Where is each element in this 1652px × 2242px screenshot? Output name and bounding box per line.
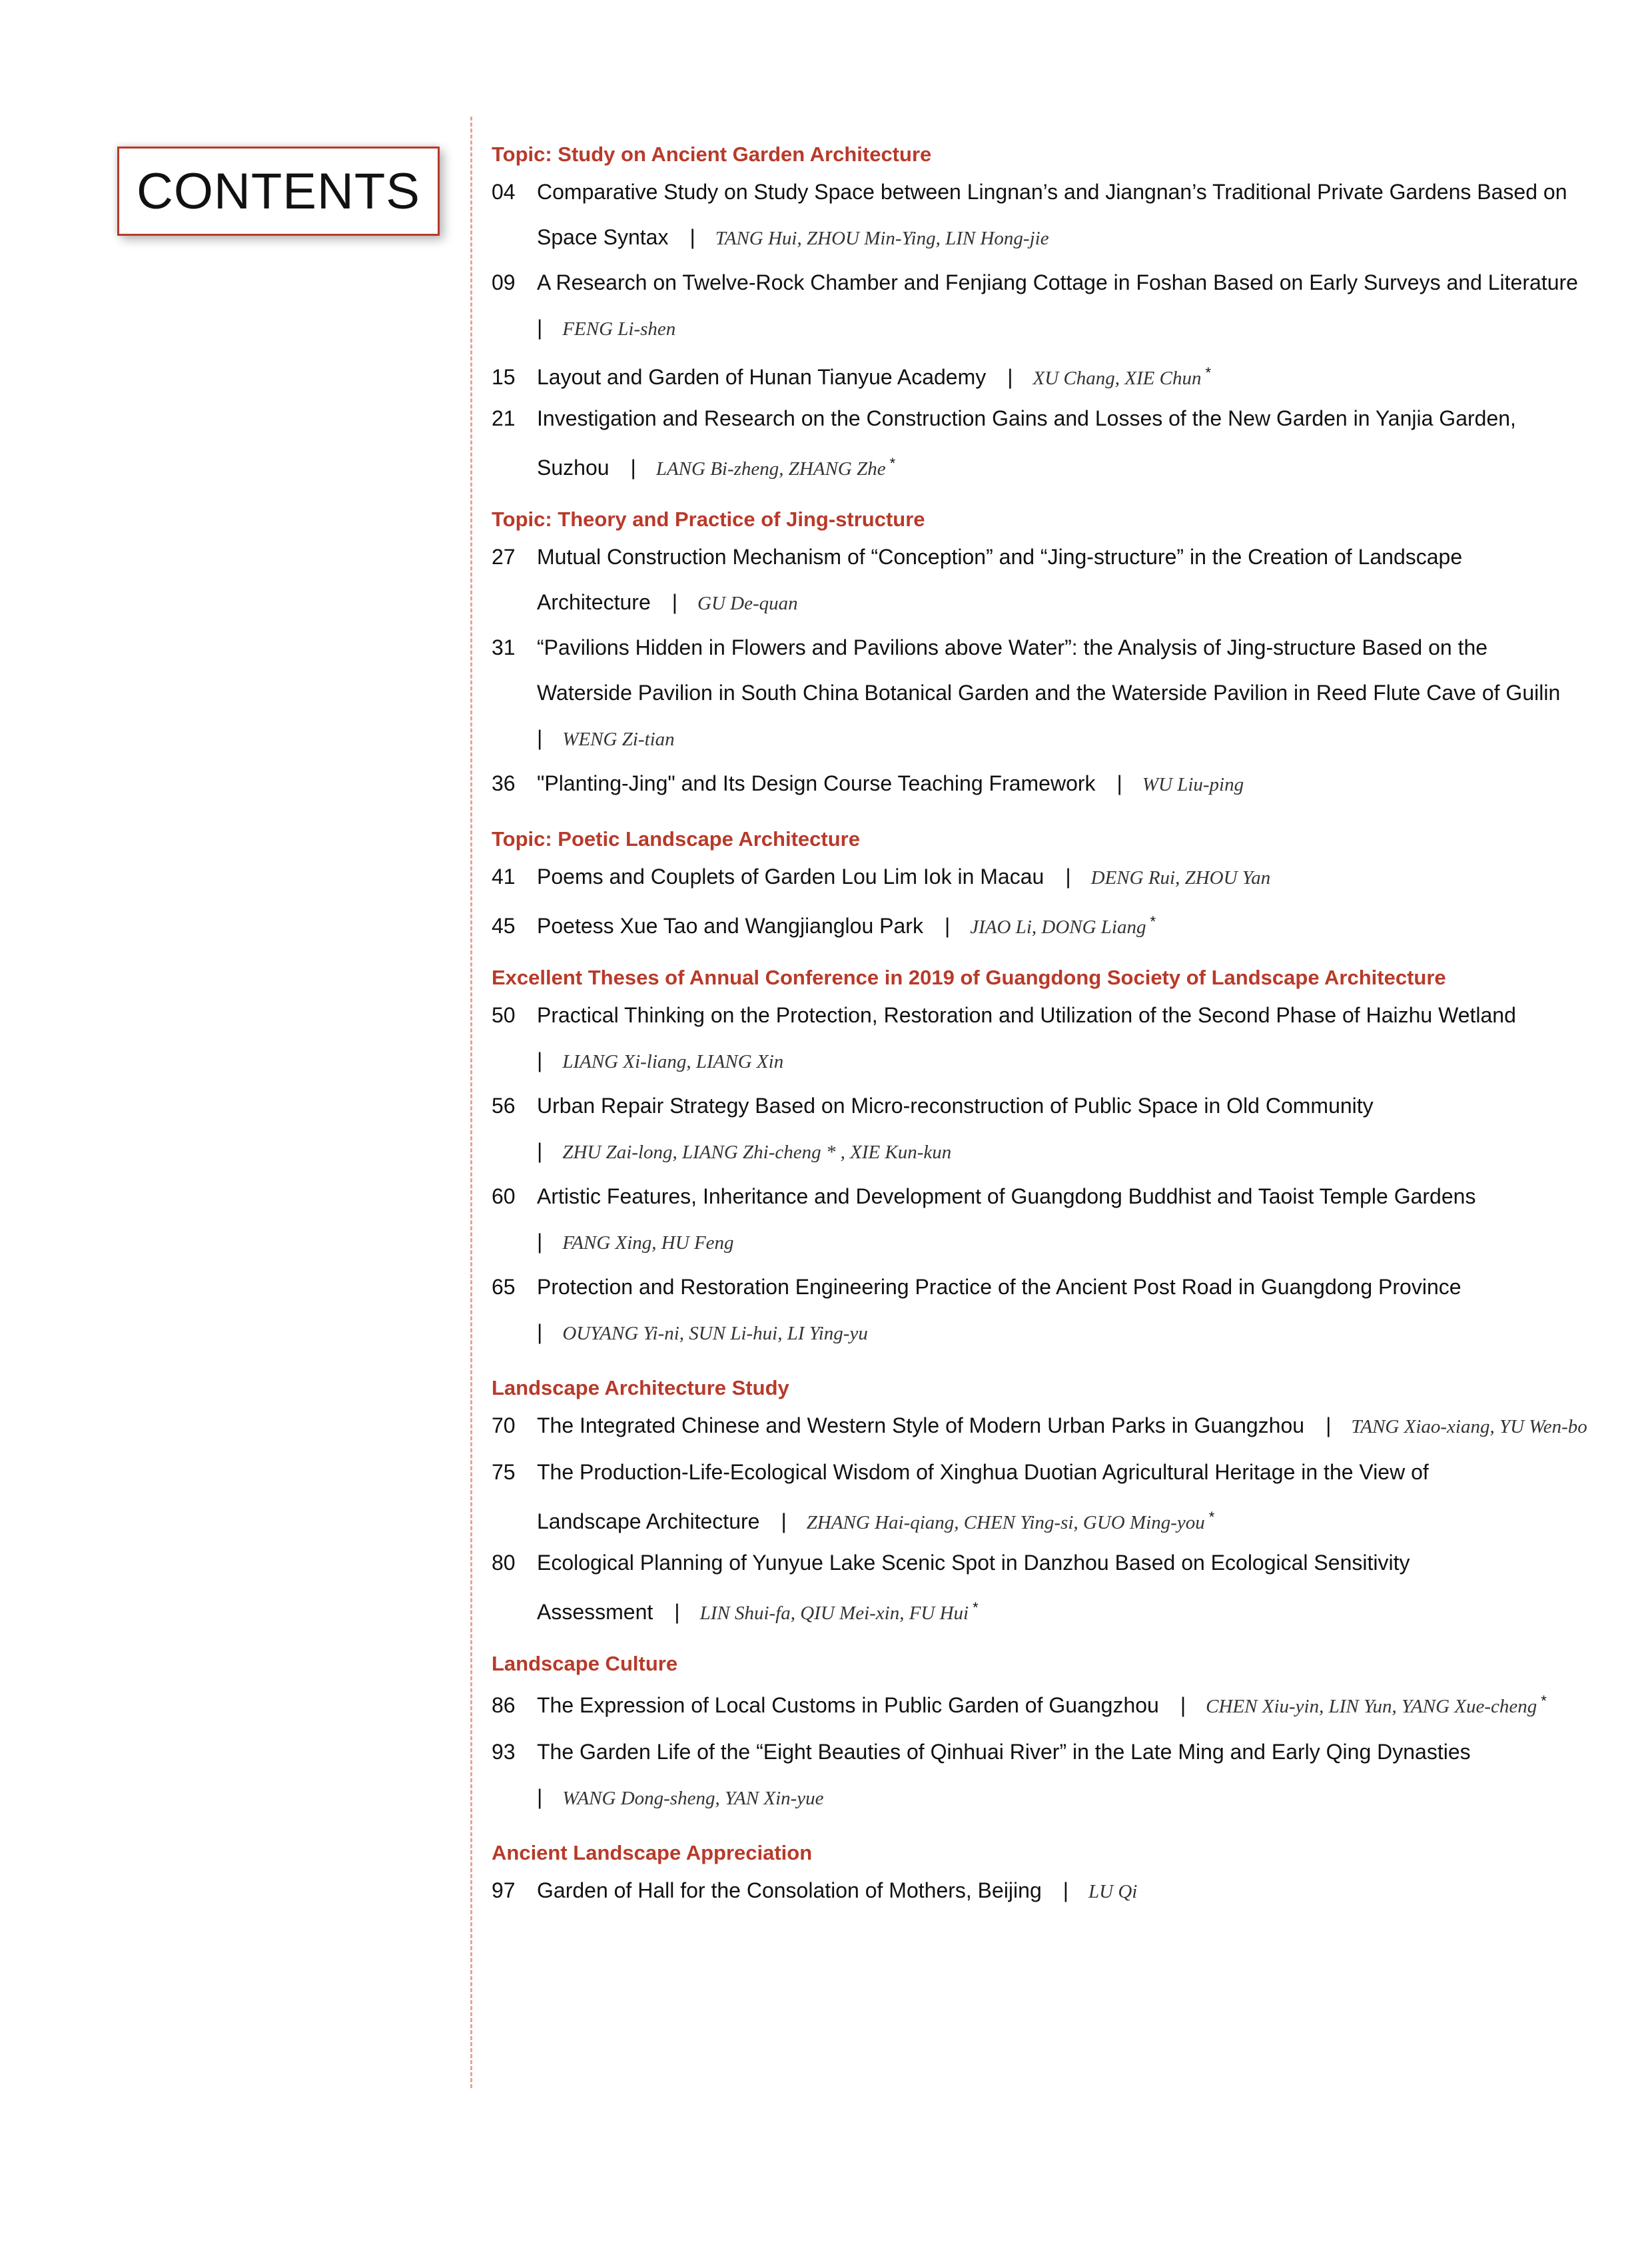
page-number: 56 bbox=[492, 1094, 516, 1118]
corresponding-author-mark: * bbox=[1208, 1509, 1215, 1525]
toc-entry[interactable] bbox=[492, 534, 1617, 625]
entry-title: The Production-Life-Ecological Wisdom of Xinghua Duotian Agricultural Heritage in the View of bbox=[537, 1460, 1429, 1484]
entry-title: Protection and Restoration Engineering Practice of the Ancient Post Road in Guangdong Province bbox=[537, 1275, 1461, 1299]
entry-title: Assessment bbox=[537, 1600, 653, 1624]
separator: | bbox=[537, 726, 543, 750]
page-number: 27 bbox=[492, 545, 516, 569]
entry-title: “Pavilions Hidden in Flowers and Pavilions above Water”: the Analysis of Jing-structure Based on the bbox=[537, 635, 1488, 659]
entry-authors: XU Chang, XIE Chun bbox=[1032, 368, 1202, 389]
page-number: 93 bbox=[492, 1740, 516, 1764]
page-number: 15 bbox=[492, 365, 516, 389]
entry-title: A Research on Twelve-Rock Chamber and Fenjiang Cottage in Foshan Based on Early Surveys and Literature bbox=[537, 270, 1578, 294]
separator: | bbox=[537, 1048, 543, 1072]
toc-entry[interactable] bbox=[492, 1729, 1617, 1820]
separator: | bbox=[1116, 771, 1122, 795]
section-title: Landscape Culture bbox=[492, 1652, 678, 1675]
page-number: 97 bbox=[492, 1878, 516, 1902]
toc-entry[interactable] bbox=[492, 1403, 1617, 1449]
separator: | bbox=[537, 1139, 543, 1163]
entry-title: Mutual Construction Mechanism of “Conception” and “Jing-structure” in the Creation of Landscape bbox=[537, 545, 1463, 569]
toc-entry[interactable] bbox=[492, 1083, 1617, 1174]
entry-title: The Integrated Chinese and Western Style of Modern Urban Parks in Guangzhou bbox=[537, 1413, 1305, 1437]
separator: | bbox=[1065, 865, 1071, 889]
entry-authors: ZHU Zai-long, LIANG Zhi-cheng * , XIE Kun-kun bbox=[562, 1142, 952, 1163]
entry-authors: LIANG Xi-liang, LIANG Xin bbox=[562, 1051, 784, 1072]
toc-entry[interactable] bbox=[492, 1174, 1617, 1264]
separator: | bbox=[674, 1600, 680, 1624]
corresponding-author-mark: * bbox=[1150, 913, 1156, 930]
entry-authors: WU Liu-ping bbox=[1142, 774, 1244, 795]
page-number: 86 bbox=[492, 1693, 516, 1717]
entry-authors: LIN Shui-fa, QIU Mei-xin, FU Hui bbox=[699, 1603, 969, 1624]
contents-heading-box bbox=[117, 147, 440, 236]
separator: | bbox=[671, 590, 678, 614]
separator: | bbox=[1062, 1878, 1069, 1902]
page-number: 80 bbox=[492, 1551, 516, 1575]
toc-section bbox=[492, 1649, 1617, 1820]
contents-heading: CONTENTS bbox=[137, 163, 420, 220]
entry-authors: DENG Rui, ZHOU Yan bbox=[1090, 867, 1271, 889]
section-title: Landscape Architecture Study bbox=[492, 1376, 789, 1399]
entry-authors: CHEN Xiu-yin, LIN Yun, YANG Xue-cheng bbox=[1206, 1696, 1537, 1717]
section-title: Topic: Poetic Landscape Architecture bbox=[492, 827, 860, 851]
separator: | bbox=[630, 456, 636, 480]
page-number: 31 bbox=[492, 635, 516, 659]
entry-authors: OUYANG Yi-ni, SUN Li-hui, LI Ying-yu bbox=[562, 1323, 868, 1344]
entry-title: Layout and Garden of Hunan Tianyue Academy bbox=[537, 365, 987, 389]
entry-authors: TANG Hui, ZHOU Min-Ying, LIN Hong-jie bbox=[715, 228, 1049, 249]
separator: | bbox=[537, 316, 543, 340]
entry-authors: ZHANG Hai-qiang, CHEN Ying-si, GUO Ming-you bbox=[806, 1512, 1205, 1533]
entry-title: Artistic Features, Inheritance and Development of Guangdong Buddhist and Taoist Temple Gardens bbox=[537, 1184, 1476, 1208]
toc-entry[interactable] bbox=[492, 350, 1617, 396]
entry-authors: JIAO Li, DONG Liang bbox=[970, 917, 1146, 938]
section-title: Topic: Study on Ancient Garden Architecture bbox=[492, 143, 932, 166]
entry-authors: LU Qi bbox=[1088, 1881, 1138, 1902]
page-number: 21 bbox=[492, 406, 516, 430]
separator: | bbox=[1180, 1693, 1186, 1717]
page-number: 60 bbox=[492, 1184, 516, 1208]
toc-entry[interactable] bbox=[492, 899, 1617, 944]
entry-title: Practical Thinking on the Protection, Restoration and Utilization of the Second Phase of Haizhu Wetland bbox=[537, 1003, 1516, 1027]
page-number: 75 bbox=[492, 1460, 516, 1484]
entry-title: Investigation and Research on the Construction Gains and Losses of the New Garden in Yanjia Garden, bbox=[537, 406, 1516, 430]
entry-title: Suzhou bbox=[537, 456, 610, 480]
entry-title: Ecological Planning of Yunyue Lake Scenic Spot in Danzhou Based on Ecological Sensitivity bbox=[537, 1551, 1410, 1575]
toc-section bbox=[492, 505, 1617, 806]
entry-title: Urban Repair Strategy Based on Micro-reconstruction of Public Space in Old Community bbox=[537, 1094, 1374, 1118]
toc-entry[interactable] bbox=[492, 1264, 1617, 1355]
separator: | bbox=[781, 1509, 787, 1533]
entry-authors: WENG Zi-tian bbox=[562, 729, 675, 750]
page-number: 45 bbox=[492, 914, 516, 938]
separator: | bbox=[537, 1230, 543, 1254]
corresponding-author-mark: * bbox=[973, 1599, 979, 1616]
separator: | bbox=[1007, 365, 1013, 389]
page-number: 09 bbox=[492, 270, 516, 294]
toc-entry[interactable] bbox=[492, 1679, 1617, 1729]
page-number: 50 bbox=[492, 1003, 516, 1027]
toc-entry[interactable] bbox=[492, 1449, 1617, 1540]
entry-authors: GU De-quan bbox=[697, 593, 798, 614]
page-number: 70 bbox=[492, 1413, 516, 1437]
separator: | bbox=[537, 1785, 543, 1809]
entry-title: Garden of Hall for the Consolation of Mothers, Beijing bbox=[537, 1878, 1042, 1902]
toc-entry[interactable] bbox=[492, 854, 1617, 899]
toc-section bbox=[492, 963, 1617, 1355]
entry-title: Poems and Couplets of Garden Lou Lim Iok in Macau bbox=[537, 865, 1044, 889]
toc-entry[interactable] bbox=[492, 1540, 1617, 1631]
corresponding-author-mark: * bbox=[889, 455, 896, 472]
toc-column bbox=[492, 133, 1617, 1932]
toc-entry[interactable] bbox=[492, 260, 1617, 350]
page-number: 65 bbox=[492, 1275, 516, 1299]
section-title: Excellent Theses of Annual Conference in 2019 of Guangdong Society of Landscape Architecture bbox=[492, 966, 1446, 989]
entry-title: Space Syntax bbox=[537, 225, 669, 249]
toc-entry[interactable] bbox=[492, 625, 1617, 761]
entry-title: The Expression of Local Customs in Public Garden of Guangzhou bbox=[537, 1693, 1159, 1717]
corresponding-author-mark: * bbox=[1541, 1692, 1547, 1709]
entry-title: Poetess Xue Tao and Wangjianglou Park bbox=[537, 914, 923, 938]
entry-title: Waterside Pavilion in South China Botanical Garden and the Waterside Pavilion in Reed Flute Cave of Guilin bbox=[537, 681, 1561, 705]
entry-authors: LANG Bi-zheng, ZHANG Zhe bbox=[655, 458, 886, 480]
section-title: Ancient Landscape Appreciation bbox=[492, 1841, 813, 1864]
entry-title: The Garden Life of the “Eight Beauties of Qinhuai River” in the Late Ming and Early Qing Dynasties bbox=[537, 1740, 1471, 1764]
page-number: 04 bbox=[492, 180, 516, 204]
toc-entry[interactable] bbox=[492, 396, 1617, 486]
corresponding-author-mark: * bbox=[1205, 364, 1212, 381]
toc-section bbox=[492, 1838, 1617, 1913]
separator: | bbox=[689, 225, 695, 249]
section-title: Topic: Theory and Practice of Jing-structure bbox=[492, 508, 925, 531]
page-number: 41 bbox=[492, 865, 516, 889]
entry-authors: FENG Li-shen bbox=[562, 318, 676, 340]
toc-section bbox=[492, 140, 1617, 486]
separator: | bbox=[944, 914, 951, 938]
entry-authors: FANG Xing, HU Feng bbox=[562, 1232, 734, 1254]
entry-title: Architecture bbox=[537, 590, 651, 614]
separator: | bbox=[537, 1320, 543, 1344]
separator: | bbox=[1326, 1413, 1332, 1437]
entry-title: Landscape Architecture bbox=[537, 1509, 760, 1533]
toc-entry[interactable] bbox=[492, 169, 1617, 260]
page-number: 36 bbox=[492, 771, 516, 795]
entry-authors: TANG Xiao-xiang, YU Wen-bo bbox=[1351, 1416, 1587, 1437]
toc-entry[interactable] bbox=[492, 992, 1617, 1083]
toc-entry[interactable] bbox=[492, 1868, 1617, 1913]
vertical-divider bbox=[470, 117, 472, 2088]
entry-title: "Planting-Jing" and Its Design Course Teaching Framework bbox=[537, 771, 1096, 795]
entry-title: Comparative Study on Study Space between Lingnan’s and Jiangnan’s Traditional Private Gardens Based on bbox=[537, 180, 1567, 204]
toc-section bbox=[492, 1373, 1617, 1631]
toc-entry[interactable] bbox=[492, 761, 1617, 806]
toc-section bbox=[492, 825, 1617, 944]
entry-authors: WANG Dong-sheng, YAN Xin-yue bbox=[562, 1788, 824, 1809]
